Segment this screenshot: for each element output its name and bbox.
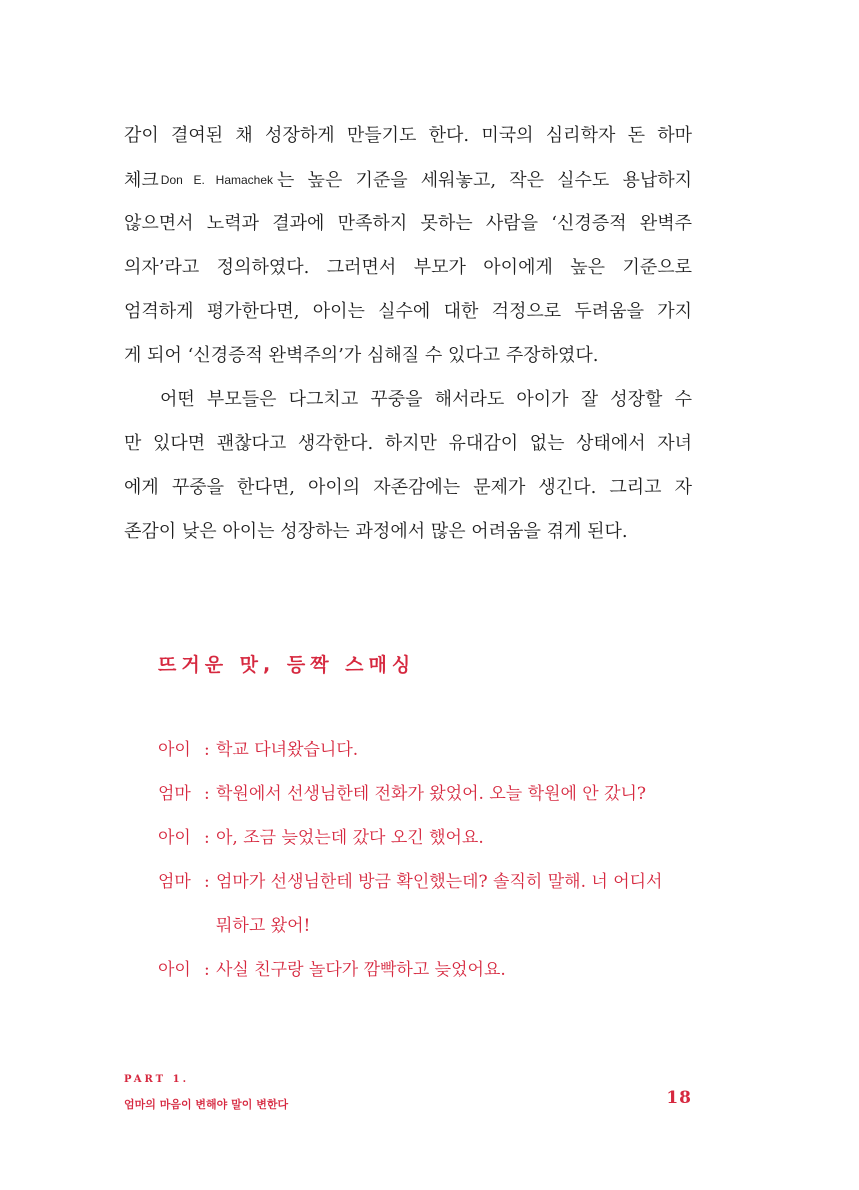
body-line: 만 있다면 괜찮다고 생각한다. 하지만 유대감이 없는 상태에서 자녀: [124, 433, 692, 454]
dialogue-speaker: 아이: [158, 828, 191, 848]
body-line: 의자’라고 정의하였다. 그러면서 부모가 아이에게 높은 기준으로: [124, 257, 692, 278]
body-line-prefix: 체크: [124, 170, 159, 191]
body-line-suffix: 는 높은 기준을 세워놓고, 작은 실수도 용납하지: [277, 170, 692, 191]
dialogue-line: [158, 860, 694, 904]
body-line: 엄격하게 평가한다면, 아이는 실수에 대한 걱정으로 두려움을 가지: [124, 301, 692, 322]
body-line: 어떤 부모들은 다그치고 꾸중을 해서라도 아이가 잘 성장할 수: [160, 389, 692, 410]
body-text: [124, 114, 692, 554]
dialogue-colon: :: [204, 828, 210, 848]
body-line: 게 되어 ‘신경증적 완벽주의’가 심해질 수 있다고 주장하였다.: [124, 345, 599, 366]
dialogue-line: [158, 948, 694, 992]
dialogue-speaker: 엄마: [158, 872, 191, 892]
dialogue-line: [158, 728, 694, 772]
section-heading: 뜨거운 맛, 등짝 스매싱: [158, 654, 416, 676]
dialogue-text: 아, 조금 늦었는데 갔다 오긴 했어요.: [216, 828, 484, 848]
dialogue-text: 사실 친구랑 놀다가 깜빡하고 늦었어요.: [216, 960, 506, 980]
body-line: 에게 꾸중을 한다면, 아이의 자존감에는 문제가 생긴다. 그리고 자: [124, 477, 692, 498]
footer-part-title: 엄마의 마음이 변해야 말이 변한다: [124, 1098, 289, 1111]
author-english-name: Don E. Hamachek: [160, 173, 274, 187]
dialogue-speaker: 엄마: [158, 784, 191, 804]
dialogue-colon: :: [204, 740, 210, 760]
page-number: 18: [666, 1088, 692, 1108]
dialogue-line: [158, 772, 694, 816]
dialogue-speaker: 아이: [158, 740, 191, 760]
dialogue-line: [158, 816, 694, 860]
dialogue-text: 학교 다녀왔습니다.: [216, 740, 359, 760]
body-line: [124, 158, 692, 202]
dialogue-speaker: 아이: [158, 960, 191, 980]
dialogue-text: 학원에서 선생님한테 전화가 왔었어. 오늘 학원에 안 갔니?: [216, 784, 647, 804]
body-line: 존감이 낮은 아이는 성장하는 과정에서 많은 어려움을 겪게 된다.: [124, 521, 628, 542]
dialogue-text: 엄마가 선생님한테 방금 확인했는데? 솔직히 말해. 너 어디서: [216, 872, 663, 892]
dialogue: [158, 728, 694, 992]
dialogue-colon: :: [204, 872, 210, 892]
dialogue-colon: :: [204, 784, 210, 804]
dialogue-continuation: 뭐하고 왔어!: [216, 916, 311, 936]
dialogue-colon: :: [204, 960, 210, 980]
body-line: 않으면서 노력과 결과에 만족하지 못하는 사람을 ‘신경증적 완벽주: [124, 213, 692, 234]
footer-part-label: PART 1.: [124, 1074, 190, 1085]
body-line: 감이 결여된 채 성장하게 만들기도 한다. 미국의 심리학자 돈 하마: [124, 125, 692, 146]
